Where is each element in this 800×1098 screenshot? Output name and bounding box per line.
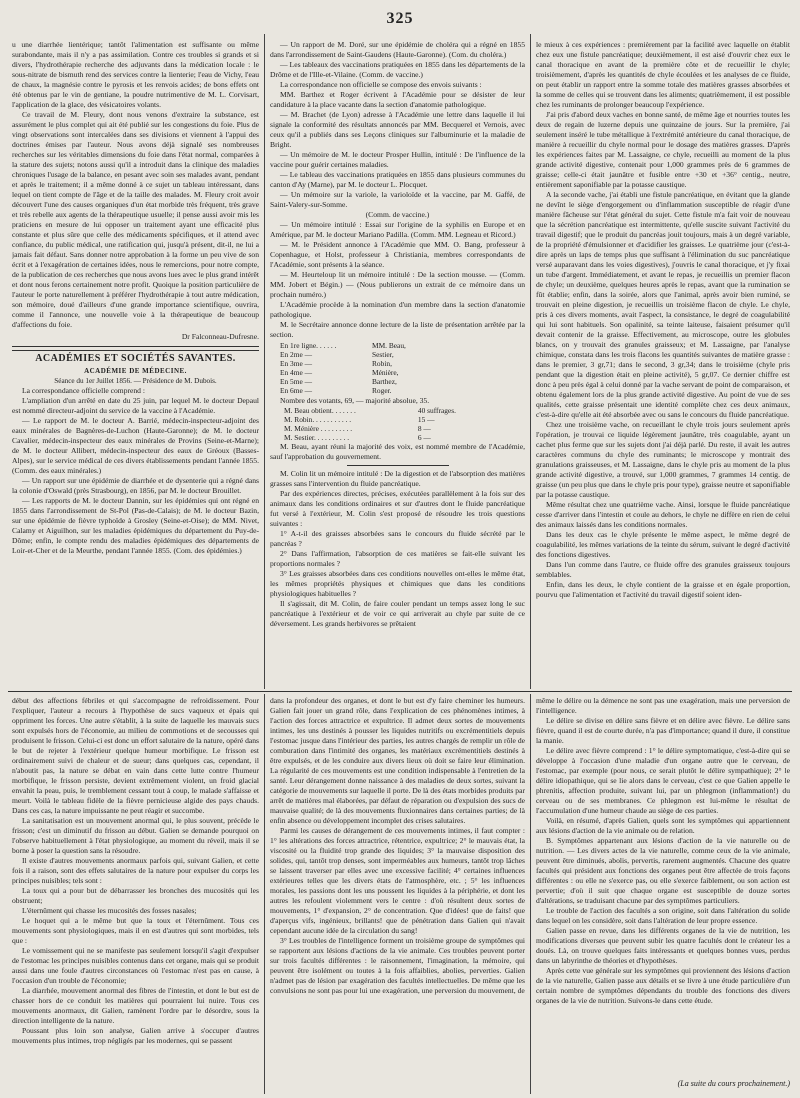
- table-cell: En 6me —: [280, 386, 313, 395]
- table-cell: En 5me —: [280, 377, 313, 386]
- top-middle-column: [270, 40, 525, 688]
- table-cell: En 4me —: [280, 368, 313, 377]
- table-cell: En 3me —: [280, 359, 313, 368]
- paragraph: Chez une troisième vache, on recueillant le chyle trois jours seulement après l'opération, je trouvai ce liquide légèrement jaunâtre, très coagulable, ayant un cachet plus ferme que sur les sujets dont j'ai déjà parlé. Du reste, il avait les autres caractères communs du chyle des ruminants; le microscope y montrait des granulations graisseuses, et M. Lassaigne, dans le chyle pris au moment de la plus grande activité digestive, a trouvé, sur 1,000 grammes, 7 grammes 14 centig. de graisse (un peu plus que dans le chyle pris pour type), graisse neutre et saponifiable par la potasse caustique.: [536, 420, 790, 499]
- bottom-right-column: [536, 696, 790, 1082]
- table-row: [270, 433, 525, 442]
- column-divider: [530, 34, 531, 689]
- bottom-left-column: [12, 696, 259, 1092]
- paragraph: B. Symptômes appartenant aux lésions d'action de la vie naturelle ou de nutrition. — Les divers actes de la vie naturelle, comme ceux de la vie animale, peuvent être diminués, abolis, pervertis, rarement augmentés. Chacune des quatre facultés qui président aux fonctions des organes peut être affectée de trois façons différentes : ou elle ne s'exerce pas, ou elle s'exerce faiblement, ou son action est pervertie; d'où il suit que chaque organe est susceptible de douze sortes d'altérations, se traduisant chacune par des symptômes particuliers.: [536, 836, 790, 905]
- paragraph: même le délire ou la démence ne sont pas une exagération, mais une perversion de l'intelligence.: [536, 696, 790, 715]
- table-cell: 6 —: [417, 433, 431, 442]
- paragraph: — Un rapport de M. Doré, sur une épidémie de choléra qui a régné en 1855 dans l'arrondissement de Saint-Gaudens (Haute-Garonne). (Com. du choléra.): [270, 40, 525, 59]
- section-subtitle: ACADÉMIE DE MÉDECINE.: [84, 367, 187, 375]
- paragraph: L'Académie procède à la nomination d'un membre dans la section d'anatomie pathologique.: [270, 300, 525, 319]
- table-cell: MM. Beau,: [372, 341, 406, 350]
- paragraph: — Un mémoire sur la variole, la varioloïde et la vaccine, par M. Gaffé, de Saint-Valery-sur-Somme.: [270, 190, 525, 209]
- paragraph: Ce travail de M. Fleury, dont nous venons d'extraire la substance, est assurément le plus complet qui ait été publié sur les congestions du foie. Plus de vingt observations sont intercalées dans ses divisions et viennent à l'appui des doctrines émises par l'auteur. Nous avons déjà signalé ses nombreuses recherches sur les véritables dimensions du foie dans l'état normal, comparées à la stature des sujets; notons aussi qu'il a introduit dans la clinique des maladies chroniques l'usage de la balance, en pesant avec soin ses malades avant, pendant et après le traitement; il a même donné à ce sujet un tableau intéressant, dans lequel on tient compte de l'âge et de la taille des malades. M. Fleury croit avoir découvert l'une des causes organiques d'un état morbide très fréquent, très grave et très rebelle aux agents de la thérapeutique usuelle; il pense aussi avoir mis les praticiens en mesure de lui opposer un traitement ayant une efficacité plus constante et plus sûre que celle des médicaments spécifiques, et il attend avec confiance, du public médical, une ratification qui, jusqu'à présent, dit-il, ne lui a jamais fait défaut. Sans donner notre approbation à la forme un peu vive de son écrit et à l'exagération de certaines idées, nous le remercions, pour notre compte, de la publication de ces recherches que nous avons lues avec le plus grand intérêt et dont nous ferons certainement notre profit. Quoique la position particulière de l'auteur le porte naturellement à préférer l'hydrothérapie à tout autre médication, son mémoire, doué d'ailleurs d'une grande importance scientifique, ouvrira, comme il l'annonce, une nouvelle voie à la thérapeutique de beaucoup d'affections du foie.: [12, 110, 259, 329]
- paragraph: M. Beau, ayant réuni la majorité des voix, est nommé membre de l'Académie, sauf l'approbation du gouvernement.: [270, 442, 525, 461]
- table-row: [270, 359, 525, 368]
- table-row: [270, 415, 525, 424]
- table-cell: Barthez,: [372, 377, 397, 386]
- paragraph: — Les tableaux des vaccinations pratiquées en 1855 dans les départements de la Drôme et de l'Ille-et-Vilaine. (Comm. de vaccine.): [270, 60, 525, 79]
- candidate-list: [270, 341, 525, 395]
- paragraph: — M. Heurteloup lit un mémoire intitulé : De la section mousse. — (Comm. MM. Jobert et Bégin.) — (Nous publierons un extrait de ce mémoire dans un prochain numéro.): [270, 270, 525, 299]
- paragraph: La sanitatisation est un mouvement anormal qui, le plus souvent, précède le frisson; c'est un diminutif du frisson au début. Galien se demande pourquoi on l'observe habituellement à l'état physiologique, au moment du réveil, mais il se borne à poser la question sans la résoudre.: [12, 816, 259, 855]
- paragraph: Poussant plus loin son analyse, Galien arrive à s'occuper d'autres mouvements plus intimes, trop négligés par les modernes, qui se passent: [12, 1026, 259, 1045]
- paragraph: u une diarrhée lientérique; tantôt l'alimentation est suffisante ou même surabondante, mais il n'y a pas assimilation. Contre ces troubles si grands et si divers, l'hydrothérapie recherche des adjuvants dans la médication locale : le sous-nitrate de bismuth rend des services contre la lienterie; l'eau de Vichy, l'eau de chaux, la magnésie contre le pyrosis et les renvois acides; de bons effets ont été obtenus par le vin de gentiane, la poudre nutrimentive de M. L. Corvisart, l'application de la glace, des vésicatoires volants.: [12, 40, 259, 109]
- table-cell: [449, 386, 526, 395]
- table-cell: [449, 377, 526, 386]
- paragraph: — M. Brachet (de Lyon) adresse à l'Académie une lettre dans laquelle il lui signale la conformité des résultats annoncés par MM. Becquerel et Vernois, avec ceux qu'il a publiés dans ses Leçons cliniques sur l'albuminurie et la maladie de Bright.: [270, 110, 525, 149]
- paragraph: — Les rapports de M. le docteur Dannin, sur les épidémies qui ont régné en 1855 dans l'arrondissement de St-Pol (Pas-de-Calais); de M. le docteur Bazin, sur une épidémie de fièvre typhoïde à Grosley (Seine-et-Oise); de MM. Nivet, Calamy et Aiguilhon, sur les maladies épidémiques du département du Puy-de-Dôme; enfin, le compte rendu des maladies épidémiques des départements de Loir-et-Cher et de la Meurthe, pendant l'année 1855. (Com. des épidémies.): [12, 496, 259, 555]
- paragraph: Galien passe en revue, dans les différents organes de la vie de nutrition, les modifications diverses que peuvent subir les quatre facultés dont le créateur les a doués. Là, on trouve quelques faits intéressants et quelques bonnes vues, perdus dans un labyrinthe de théories et d'hypothèses.: [536, 926, 790, 965]
- page-number: 325: [386, 10, 414, 27]
- paragraph: début des affections fébriles et qui s'accompagne de refroidissement. Pour l'expliquer, l'auteur a recours à l'hypothèse de sucs vaqueux et épais qui oppriment les forces. Une autre s'établit, à la suite de laquelle les mauvais sucs sont expulsés hors de l'économie, au milieu de commotions et de secousses qui produisent le frisson. Celui-ci est donc un effort salutaire de la nature, opéré dans le but de rejeter à l'extérieur quelque humeur morbifique. Le frisson est ordinairement suivi de chaleur et de sueur; dans quelques cas, cependant, il n'aboutit pas, la nature se débat en vain dans cette lutte contre l'humeur morbifique, le frisson persiste, devient extrêmement violent, un froid glacial envahit la peau, puis, le tremblement cessant tout à coup, le malade s'affaisse et meurt. Voilà le tableau fidèle de la fièvre pernicieuse algide des pays chauds. Dans ces cas, la nature impuissante ne peut réagir et succombe.: [12, 696, 259, 815]
- paragraph: Le hoquet qui a le même but que la toux et l'éternûment. Tous ces mouvements sont physiologiques, mais il en est d'autres qui sont morbides, tels que :: [12, 916, 259, 945]
- section-divider: [8, 691, 792, 692]
- paragraph: (Comm. de vaccine.): [365, 210, 430, 219]
- paragraph: Par des expériences directes, précises, exécutées parallèlement à la fois sur des animaux dans les conditions ordinaires et sur d'autres dont le fluide pancréatique fut versé à l'extérieur, M. Colin s'est proposé de résoudre les trois questions suivantes :: [270, 489, 525, 528]
- paragraph-separator: [347, 465, 449, 466]
- table-cell: Robin,: [372, 359, 392, 368]
- table-row: [270, 386, 525, 395]
- column-divider: [530, 694, 531, 1094]
- paragraph: Il existe d'autres mouvements anormaux parfois qui, suivant Galien, et cette fois il a raison, sont des effets salutaires de la nature pour expulser du corps les principes nuisibles; tels sont :: [12, 856, 259, 885]
- table-cell: En 1re ligne. . . . . .: [280, 341, 337, 350]
- table-cell: Roger.: [372, 386, 392, 395]
- table-cell: 15 —: [417, 415, 435, 424]
- table-row: [270, 406, 525, 415]
- table-cell: En 2me —: [280, 350, 313, 359]
- table-cell: [449, 368, 526, 377]
- paragraph: Le délire avec fièvre comprend : 1° le délire symptomatique, c'est-à-dire qui se développe à l'occasion d'une maladie d'un organe autre que le cerveau, de l'estomac, par exemple (pour nous, ce serait plutôt le délire sympathique); 2° le délire idiopathique, qui se lie alors dans le cerveau, c'est ce que Galien appelle le phrenitis, affection produite, suivant lui, par un phlegmon (inflammation!) du cerveau ou de ses membranes. Ce phlegmon est lui-même le résultat de l'accumulation d'une humeur chaude au siège de ces parties.: [536, 746, 790, 815]
- paragraph: Il s'agissait, dit M. Colin, de faire couler pendant un temps assez long le suc pancréatique à l'extérieur et de voir ce qui arriverait au chyle par suite de ce déversement. Les grands herbivores se prêtaient: [270, 599, 525, 628]
- paragraph: — Le rapport de M. le docteur A. Barrié, médecin-inspecteur-adjoint des eaux minérales de Bagnères-de-Luchon (Haute-Garonne); de M. le docteur Cavalier, médecin-inspecteur des eaux minérales de Provins (Seine-et-Marne); de M. le docteur Allibert, médecin-inspecteur des eaux de Gréoux (Basses-Alpes), sur le service médical de ces divers établissements pendant l'année 1855. (Comm. des eaux minérales.): [12, 416, 259, 475]
- table-cell: M. Robin. . . . . . . . . . .: [284, 415, 352, 424]
- bottom-middle-column: [270, 696, 525, 1092]
- paragraph: J'ai pris d'abord deux vaches en bonne santé, de même âge et nourries toutes les deux de regain de luzerne depuis une quinzaine de jours. Sur la première, j'ai seulement inséré le tube métallique à l'extrémité antérieure du canal thoracique, de manière à recueillir du chyle normal pour le dosage des matières grasses. D'après les expériences faites par M. Lassaigne, ce chyle, recueilli au moment de la plus grande activité digestive, contenait pour 1,000 grammes près de 6 grammes de graisse; celle-ci était jaunâtre et fusible entre +30 et +36° centig., neutre, entièrement saponifiable par la potasse caustique.: [536, 110, 790, 189]
- paragraph: Dans l'un comme dans l'autre, ce fluide offre des granules graisseux toujours semblables.: [536, 560, 790, 579]
- column-divider: [264, 694, 265, 1094]
- paragraph: Le vomissement qui ne se manifeste pas seulement lorsqu'il s'agit d'expulser de l'estomac les principes nuisibles contenus dans cet organe, mais qui se produit aussi dans une foule d'autres circonstances où l'estomac n'est pas en cause, à l'occasion d'un trouble de l'économie;: [12, 946, 259, 985]
- table-row: [270, 424, 525, 433]
- paragraph: 3° Les troubles de l'intelligence forment un troisième groupe de symptômes qui se rapportent aux lésions d'actions de la vie animale. Ces troubles peuvent porter sur trois facultés différentes : le raisonnement, l'imagination, la mémoire, qui peuvent être isolément ou toutes à la fois affaiblies, abolies, perverties. Galien n'admet pas de lésion par exagération des facultés intellectuelles. De même que les convulsions ne sont pas pour lui une exagération, une perversion du mouvement, de: [270, 936, 525, 995]
- table-cell: 40 suffrages.: [417, 406, 456, 415]
- paragraph: — Un rapport sur une épidémie de diarrhée et de dysenterie qui a régné dans la colonie d'Oswald (près Strasbourg), en 1856, par M. le docteur Brouillet.: [12, 476, 259, 495]
- continued-note: (La suite du cours prochainement.): [677, 1079, 790, 1088]
- paragraph: M. Colin lit un mémoire intitulé : De la digestion et de l'absorption des matières grasses sans l'intervention du fluide pancréatique.: [270, 469, 525, 488]
- paragraph: MM. Barthez et Roger écrivent à l'Académie pour se désister de leur candidature à la place vacante dans la section d'anatomie pathologique.: [270, 90, 525, 109]
- paragraph: Le délire se divise en délire sans fièvre et en délire avec fièvre. Le délire sans fièvre, quand il est de courte durée, n'a pas d'importance; quand il dure, il constitue la manie.: [536, 716, 790, 745]
- table-row: [270, 377, 525, 386]
- section-title: ACADÉMIES ET SOCIÉTÉS SAVANTES.: [35, 353, 236, 364]
- top-right-column: [536, 40, 790, 688]
- paragraph: dans la profondeur des organes, et dont le but est d'y faire cheminer les humeurs. Galien fait jouer un grand rôle, dans l'explication de ces phénomènes intimes, à l'action des forces attractrice et expultrice. Il admet deux sortes de mouvements intimes, les uns destinés à pousser les liquides nutritifs ou excrémentitiels depuis l'estomac jusque dans l'intérieur des parties, les autres chargés de remplir un rôle de comburation dans l'intimité des organes, les matériaux excrémentitiels destinés à être expulsés, et de les conduire aux divers lieux où doit se faire leur élimination. La régularité de ces mouvements est une condition indispensable à l'entretien de la santé. Leur dérangement donne naissance à des maladies de deux sortes, suivant la catégorie de mouvements sur laquelle il porte. De là des états morbides produits par arrêt de matières mal élaborées, par défaut de réparation ou d'expulsion des sucs de mauvaise qualité; de là des mouvements fluxionnaires dans certaines parties; de là enfin absence ou développement incomplet des crises salutaires.: [270, 696, 525, 825]
- table-cell: [449, 359, 526, 368]
- session-line: Séance du 1er Juillet 1856. — Présidence de M. Dubois.: [54, 377, 217, 385]
- table-row: [270, 350, 525, 359]
- paragraph: Même résultat chez une quatrième vache. Ainsi, lorsque le fluide pancréatique cesse d'arriver dans l'intestin et coule au dehors, le chyle ne diffère en rien de celui des animaux laissés dans les conditions normales.: [536, 500, 790, 529]
- table-cell: M. Sestier. . . . . . . . . .: [284, 433, 350, 442]
- paragraph: 1° A-t-il des graisses absorbées sans le concours du fluide sécrété par le pancréas ?: [270, 529, 525, 548]
- top-left-column: [12, 40, 259, 688]
- paragraph: — Un mémoire de M. le docteur Prosper Hullin, intitulé : De l'influence de la vaccine pour guérir certaines maladies.: [270, 150, 525, 169]
- paragraph: Enfin, dans les deux, le chyle contient de la graisse et en égale proportion, pourvu que l'alimentation et l'activité du travail digestif soient iden-: [536, 580, 790, 599]
- paragraph: L'éternûment qui chasse les mucosités des fosses nasales;: [22, 906, 197, 915]
- table-cell: Sestier,: [372, 350, 394, 359]
- article-separator: [12, 346, 259, 351]
- paragraph: Le trouble de l'action des facultés a son origine, soit dans l'altération du solide dans lequel on les considère, soit dans l'altération de leur propre essence.: [536, 906, 790, 925]
- paragraph: La toux qui a pour but de débarrasser les bronches des mucosités qui les obstruent;: [12, 886, 259, 905]
- table-row: [270, 368, 525, 377]
- paragraph: La correspondance non officielle se compose des envois suivants :: [280, 80, 482, 89]
- paragraph: le mieux à ces expériences : premièrement par la facilité avec laquelle on établit chez eux une fistule pancréatique; deuxièmement, il est aisé d'ouvrir chez eux le canal thoracique en avant de la première côte et de recueillir le chyle; troisièmement, d'après les quantités de chyle écoulées et les analyses de ce fluide, on peut établir un rapport entre la somme totale des matières grasses absorbées et la somme de celles qui se trouvent dans les aliments; quatrièmement, il est possible chez les ruminants de prolonger beaucoup l'expérience.: [536, 40, 790, 109]
- paragraph: Nombre des votants, 69, — majorité absolue, 35.: [280, 396, 430, 405]
- paragraph: — M. le Président annonce à l'Académie que MM. O. Bang, professeur à Copenhague, et Holst, professeur à Christiania, membres correspondants de l'Académie, sont présents à la séance.: [270, 240, 525, 269]
- paragraph: L'ampliation d'un arrêté en date du 25 juin, par lequel M. le docteur Depaul est nommé directeur-adjoint du service de la vaccine à l'Académie.: [12, 396, 259, 415]
- table-cell: M. Beau obtient. . . . . . .: [284, 406, 356, 415]
- vote-results: [270, 406, 525, 442]
- paragraph: 2° Dans l'affirmation, l'absorption de ces matières se fait-elle suivant les proportions normales ?: [270, 549, 525, 568]
- table-cell: [449, 341, 526, 350]
- paragraph: La correspondance officielle comprend :: [22, 386, 145, 395]
- paragraph: — Un mémoire intitulé : Essai sur l'origine de la syphilis en Europe et en Amérique, par M. le docteur Mariano Padilla. (Comm. MM. Legneau et Ricord.): [270, 220, 525, 239]
- author-signature: Dr Falconneau-Dufresne.: [181, 332, 259, 341]
- paragraph: — Le tableau des vaccinations pratiquées en 1855 dans plusieurs communes du canton d'Ay (Marne), par M. le docteur L. Plocquet.: [270, 170, 525, 189]
- column-divider: [264, 34, 265, 689]
- paragraph: 3° Les graisses absorbées dans ces conditions nouvelles ont-elles le même état, les mêmes propriétés physiques et chimiques que dans les conditions physiologiques habituelles ?: [270, 569, 525, 598]
- paragraph: Dans les deux cas le chyle présente le même aspect, le même degré de coagulabilité, les mêmes variations de la teinte du sérum, suivant le degré d'activité des fonctions digestives.: [536, 530, 790, 559]
- paragraph: Voilà, en résumé, d'après Galien, quels sont les symptômes qui appartiennent aux lésions d'action de la vie animale ou de relation.: [536, 816, 790, 835]
- table-row: [270, 341, 525, 350]
- table-cell: M. Ménière . . . . . . . . .: [284, 424, 353, 433]
- table-cell: 8 —: [417, 424, 431, 433]
- table-cell: [449, 350, 526, 359]
- table-cell: Ménière,: [372, 368, 399, 377]
- paragraph: Après cette vue générale sur les symptômes qui proviennent des lésions d'action de la vie naturelle, Galien passe aux détails et se livre à une étude particulière d'un certain nombre de symptômes dépendants du trouble des fonctions des divers organes de la vie de nutrition. Suivons-le dans cette étude.: [536, 966, 790, 1005]
- paragraph: M. le Secrétaire annonce donne lecture de la liste de présentation arrêtée par la section.: [270, 320, 525, 339]
- paragraph: La diarrhée, mouvement anormal des fibres de l'intestin, et dont le but est de chasser hors de ce conduit les matières qui pourraient lui nuire. Tous ces mouvements anormaux, dit Galien, ramènent l'ordre par le désordre, sous la direction intelligente de la nature.: [12, 986, 259, 1025]
- paragraph: Parmi les causes de dérangement de ces mouvements intimes, il faut compter : 1° les altérations des forces attractrice, rétentrice, expultrice; 2° le mauvais état, la viscosité ou la fluidité trop grande des liquides; 3° la mauvaise disposition des solides, qui, tantôt trop denses, sont imperméables aux humeurs, tantôt trop lâches se laissent traverser par elles avec une excessive facilité; 4° certaines influences extérieures telles que les divers états de l'atmosphère, etc. ; 5° les influences morales, les passions dont les uns poussent les liquides à la périphérie, et dont les autres les refoulent violemment vers le centre : d'où résultent deux sortes de mouvements, 1° d'expansion, 2° de concentration. Que d'idées! que de faits! que d'aperçus vifs, ingénieux, brillants! que de pénétration dans Galien qui n'avait cependant aucune idée de la circulation du sang!: [270, 826, 525, 935]
- paragraph: A la seconde vache, j'ai établi une fistule pancréatique, en évitant que la glande ne devînt le siège d'engorgement ou d'inflammation susceptible de réagir d'une manière fâcheuse sur l'état général du sujet. Cette fistule m'a fait voir de nouveau que la sécrétion pancréatique est intermittente, qu'elle suscite suivant l'activité du travail digestif; que le produit du pancréas jouit toujours, mais à un degré variable, de la propriété d'émulsionner et d'acidifier les graisses. Le quatrième jour (c'est-à-dire après un laps de temps plus que suffisant à l'élimination du suc pancréatique versé auparavant dans les voies digestives), j'ouvris le canal thoracique, et j'y fixai un tube d'argent. Immédiatement, et avant le repas, je recueillis un premier flacon de chyle; un deuxième, quelques heures après le repas, avant que la rumination se fût établie; enfin, dans la soirée, alors que l'animal, après avoir bien ruminé, se trouvait en pleine digestion, je recueillis un troisième flacon de chyle. Le chyle, pris à ces divers moments, avait l'aspect, la consistance, le degré de coagulabilité qui lui sont habituels. Son opalinité, sa teinte laiteuse, faisaient présumer qu'il devait contenir de la graisse. Effectivement, au microscope, outre les globules blancs, on y trouvait des granules graisseux; et M. Lassaigne, par l'analyse chimique, constata dans les trois flacons les quantités suivantes de matière grasse : dans le premier, 3 gr,71; dans le second, 3 gr,34; dans le troisième (chyle pris pendant que la digestion était en pleine activité), 5 gr,07. Ce dernier chiffre est donc à peu près égal à celui donné par la vache servant de point de comparaison, et obtenu également lors de la plus grande activité digestive. Au point de vue de ses qualités, cette graisse présentait une identité complète chez ces deux animaux, c'est-à-dire qu'elle ait été absorbée avec ou sans le concours du fluide pancréatique.: [536, 190, 790, 419]
